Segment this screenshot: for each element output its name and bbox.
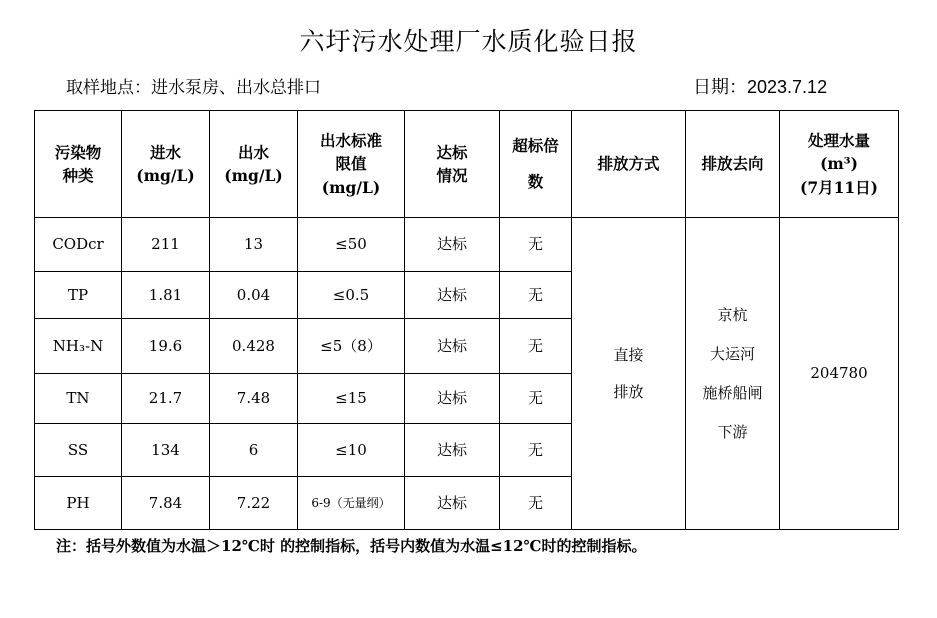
discharge-direction-line: 施桥船闸 <box>702 383 763 402</box>
pollutant-cell: PH <box>35 477 122 530</box>
effluent-cell: 7.22 <box>210 477 298 530</box>
exceed-cell: 无 <box>500 218 572 272</box>
limit-cell: ≤5（8） <box>298 319 405 374</box>
exceed-cell: 无 <box>500 477 572 530</box>
report-date: 日期：2023.7.12 <box>693 77 828 97</box>
exceed-cell: 无 <box>500 272 572 319</box>
pollutant-cell: TN <box>35 374 122 424</box>
effluent-cell: 6 <box>210 424 298 477</box>
influent-cell: 21.7 <box>122 374 210 424</box>
header-volume: 处理水量 (m³) (7月11日) <box>780 111 899 218</box>
discharge-direction-cell <box>686 218 780 530</box>
header-limit: 出水标准 限值 (mg/L) <box>298 111 405 218</box>
header-direction: 排放去向 <box>686 111 780 218</box>
header-row <box>35 111 899 218</box>
influent-cell: 7.84 <box>122 477 210 530</box>
volume-value-cell: 204780 <box>780 218 899 530</box>
pollutant-cell: CODcr <box>35 218 122 272</box>
status-cell: 达标 <box>405 477 500 530</box>
influent-cell: 134 <box>122 424 210 477</box>
status-cell: 达标 <box>405 218 500 272</box>
effluent-cell: 13 <box>210 218 298 272</box>
pollutant-cell: TP <box>35 272 122 319</box>
pollutant-cell: SS <box>35 424 122 477</box>
status-cell: 达标 <box>405 374 500 424</box>
discharge-direction-line: 大运河 <box>709 344 755 363</box>
footnote: 注：括号外数值为水温＞12℃时 的控制指标，括号内数值为水温≤12℃时的控制指标。 <box>56 537 647 555</box>
limit-cell: ≤10 <box>298 424 405 477</box>
influent-cell: 211 <box>122 218 210 272</box>
status-cell: 达标 <box>405 272 500 319</box>
effluent-cell: 7.48 <box>210 374 298 424</box>
influent-cell: 19.6 <box>122 319 210 374</box>
header-effluent: 出水 (mg/L) <box>210 111 298 218</box>
discharge-method-line: 排放 <box>613 382 644 401</box>
status-cell: 达标 <box>405 424 500 477</box>
discharge-method-line: 直接 <box>613 346 644 364</box>
effluent-cell: 0.04 <box>210 272 298 319</box>
limit-cell: ≤15 <box>298 374 405 424</box>
discharge-method-cell <box>572 218 686 530</box>
header-exceed: 超标倍 数 <box>500 111 572 218</box>
pollutant-cell: NH₃-N <box>35 319 122 374</box>
header-method: 排放方式 <box>572 111 686 218</box>
header-influent: 进水 (mg/L) <box>122 111 210 218</box>
header-pollutant: 污染物 种类 <box>35 111 122 218</box>
limit-cell: ≤0.5 <box>298 272 405 319</box>
influent-cell: 1.81 <box>122 272 210 319</box>
sampling-location: 取样地点：进水泵房、出水总排口 <box>66 78 321 98</box>
effluent-cell: 0.428 <box>210 319 298 374</box>
exceed-cell: 无 <box>500 319 572 374</box>
header-status: 达标 情况 <box>405 111 500 218</box>
limit-cell: ≤50 <box>298 218 405 272</box>
exceed-cell: 无 <box>500 374 572 424</box>
limit-cell: 6-9（无量纲） <box>298 477 405 530</box>
status-cell: 达标 <box>405 319 500 374</box>
table-row <box>35 218 899 272</box>
discharge-direction-line: 下游 <box>717 422 748 441</box>
report-title: 六圩污水处理厂水质化验日报 <box>299 27 638 56</box>
exceed-cell: 无 <box>500 424 572 477</box>
water-quality-table <box>34 110 899 530</box>
discharge-direction-line: 京杭 <box>717 305 748 324</box>
